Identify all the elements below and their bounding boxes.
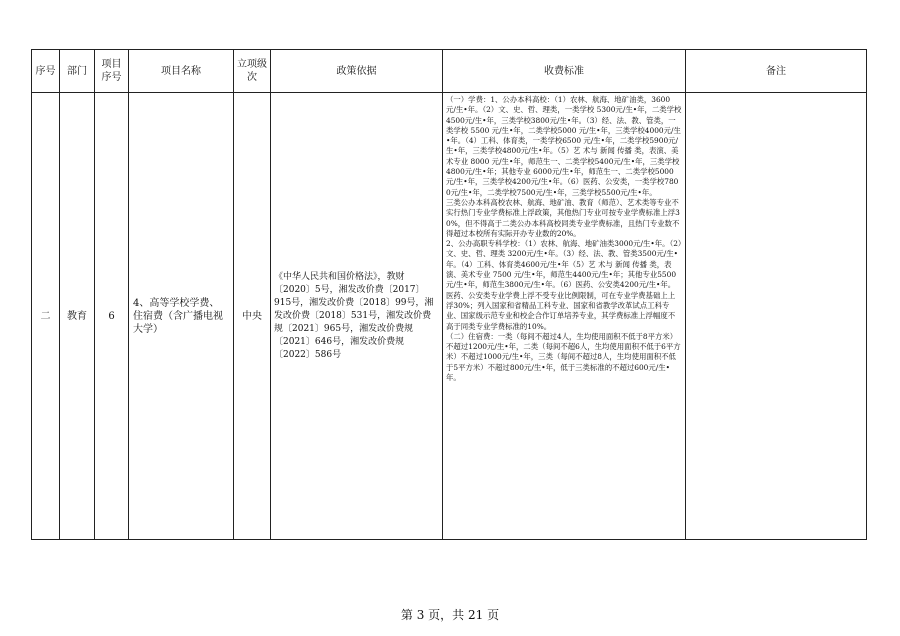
header-seq: 序号 [32,50,60,93]
header-level: 立项级次 [234,50,271,93]
cell-project-name: 4、高等学校学费、住宿费（含广播电视大学） [129,93,234,540]
cell-policy: 《中华人民共和国价格法》，教财〔2020〕5号，湘发改价费〔2017〕915号，湘发改价费〔2018〕99号，湘发改价费〔2018〕531号，湘发改价费规〔2021〕965号，湘发改价费规〔2021〕646号，湘发改价费规〔2022〕586号 [271,93,443,540]
table-row [32,93,867,540]
cell-dept: 教育 [60,93,95,540]
header-item-seq: 项目序号 [95,50,129,93]
page-number: 第 3 页，共 21 页 [400,608,500,622]
cell-item-seq: 6 [95,93,129,540]
header-dept: 部门 [60,50,95,93]
fee-table [31,49,867,540]
cell-remark [686,93,867,540]
header-row [32,50,867,93]
header-remark: 备注 [686,50,867,93]
cell-seq: 二 [32,93,60,540]
header-fee-standard: 收费标准 [443,50,686,93]
header-policy: 政策依据 [271,50,443,93]
cell-fee-standard: （一）学费：1、公办本科高校：（1）农林、航海、地矿油类，3600 元/生•年。（2）文、史、哲、理类，一类学校 5300元/生•年，二类学校4500元/生•年，三类学校3800元/生•年。（3）经、法、教、管类，一类学校 5500 元/生•年，二类学校5000 元/生•年，三类学校4000元/生•年。（4）工科、体育类，一类学校6500 元/生•年，二类学校5900元/生•年，三类学校4800元/生•年。（5）艺 术与 新闻 传播 类，表演、美术专业 8000 元/生•年，师范生一、二类学校5400元/生•年，三类学校4800元/生•年；其他专业 6000元/生•年，师范生一、二类学校5000元/生•年，三类学校4200元/生•年。（6）医药、公安类，一类学校7800元/生•年，二类学校7500元/生•年，三类学校5500元/生•年。 三类公办本科高校农林、航海、地矿油、教育（师范）、艺术类等专业不实行热门专业学费标准上浮政策，其他热门专业可按专业学费标准上浮30%，但不得高于二类公办本科高校同类专业学费标准，且热门专业数不得超过本校所有实际开办专业数的20%。 2、公办高职专科学校：（1）农林、航海、地矿油类3000元/生•年。（2）文、史、哲、理类 3200元/生•年。（3）经、法、教、管类3500元/生•年。（4）工科、体育类4600元/生•年（5）艺 术与 新闻 传播 类，表演、美术专业 7500 元/生•年，师范生4400元/生•年；其他专业5500元/生•年，师范生3800元/生•年。（6）医药、公安类4200元/生•年。 医药、公安类专业学费上浮不受专业比例限制，可在专业学费基础上上浮30%；列入国家和省精品工科专业、国家和省教学改革试点工科专业、国家级示范专业和校企合作订单培养专业，其学费标准上浮幅度不高于同类专业学费标准的10%。 （二）住宿费：一类（每间不超过4人，生均使用面积不低于8平方米）不超过1200元/生•年，二类（每间不超6人，生均使用面积不低于6平方米）不超过1000元/生•年，三类（每间不超过8人，生均使用面积不低于5平方米）不超过800元/生•年，低于三类标准的不超过600元/生•年。 [443,93,686,540]
header-project-name: 项目名称 [129,50,234,93]
cell-level: 中央 [234,93,271,540]
